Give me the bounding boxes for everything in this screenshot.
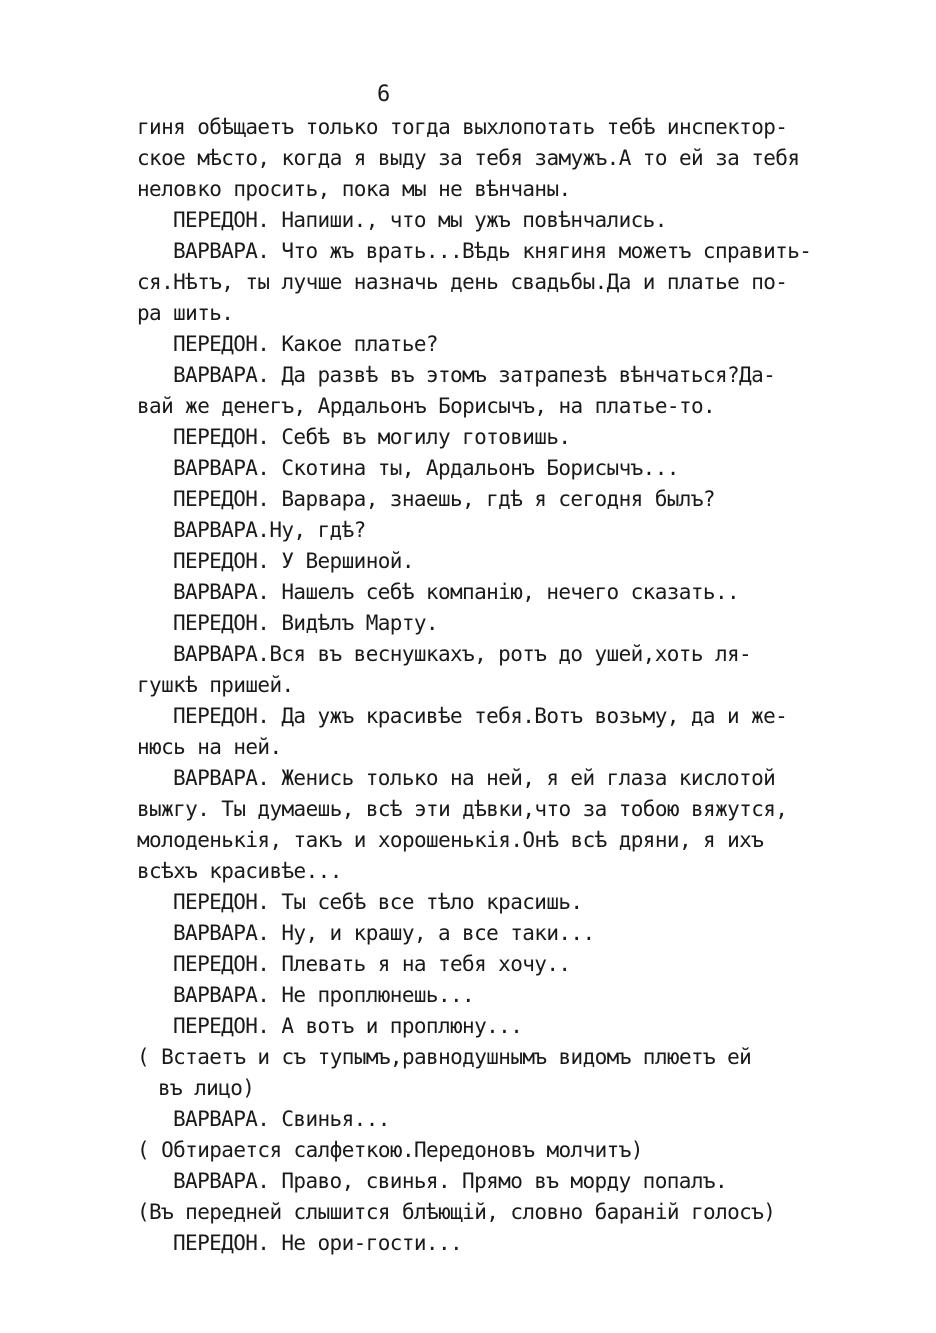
text-line: ПЕРЕДОН. У Вершиной. xyxy=(173,549,414,573)
text-line: ВАРВАРА. Женись только на ней, я ей глаза кислотой xyxy=(173,766,776,790)
stage-direction: ( Обтирается салфеткою.Передоновъ молчитъ) xyxy=(137,1138,643,1162)
text-line: ВАРВАРА.Ну, гдѣ? xyxy=(173,518,366,542)
text-line: ра шить. xyxy=(137,301,234,325)
text-line: ВАРВАРА.Вся въ веснушкахъ, ротъ до ушей,хоть ля- xyxy=(173,642,752,666)
text-line: ВАРВАРА. Что жъ врать...Вѣдь княгиня можетъ справить- xyxy=(173,239,812,263)
text-line: ся.Нѣтъ, ты лучше назначь день свадьбы.Да и платье по- xyxy=(137,270,788,294)
text-line: ВАРВАРА. Право, свинья. Прямо въ морду попалъ. xyxy=(173,1169,727,1193)
text-line: выжгу. Ты думаешь, всѣ эти дѣвки,что за тобою вяжутся, xyxy=(137,797,788,821)
stage-direction: въ лицо) xyxy=(158,1076,255,1100)
text-line: ПЕРЕДОН. А вотъ и проплюну... xyxy=(173,1014,523,1038)
text-line: ское мѣсто, когда я выду за тебя замужъ.А то ей за тебя xyxy=(137,146,800,170)
text-line: гиня обѣщаетъ только тогда выхлопотать тебѣ инспектор- xyxy=(137,115,788,139)
page-number: 6 xyxy=(377,82,391,107)
text-line: ПЕРЕДОН. Варвара, знаешь, гдѣ я сегодня былъ? xyxy=(173,487,715,511)
text-line: ВАРВАРА. Да развѣ въ этомъ затрапезѣ вѣнчаться?Да- xyxy=(173,363,776,387)
text-line: ВАРВАРА. Не проплюнешь... xyxy=(173,983,475,1007)
text-line: ПЕРЕДОН. Плевать я на тебя хочу.. xyxy=(173,952,571,976)
text-line: ПЕРЕДОН. Видѣлъ Марту. xyxy=(173,611,438,635)
text-line: ПЕРЕДОН. Ты себѣ все тѣло красишь. xyxy=(173,890,583,914)
stage-direction: (Въ передней слышится блѣющій, словно бараній голосъ) xyxy=(137,1200,776,1224)
text-line: всѣхъ красивѣе... xyxy=(137,859,342,883)
text-line: гушкѣ пришей. xyxy=(137,673,294,697)
text-line: ПЕРЕДОН. Да ужъ красивѣе тебя.Вотъ возьму, да и же- xyxy=(173,704,788,728)
text-line: неловко просить, пока мы не вѣнчаны. xyxy=(137,177,571,201)
text-line: вай же денегъ, Ардальонъ Борисычъ, на платье-то. xyxy=(137,394,716,418)
text-line: ПЕРЕДОН. Напиши., что мы ужъ повѣнчались. xyxy=(173,208,667,232)
text-line: ВАРВАРА. Свинья... xyxy=(173,1107,390,1131)
text-line: ПЕРЕДОН. Себѣ въ могилу готовишь. xyxy=(173,425,571,449)
text-line: ВАРВАРА. Ну, и крашу, а все таки... xyxy=(173,921,595,945)
text-line: молоденькія, такъ и хорошенькія.Онѣ всѣ дряни, я ихъ xyxy=(137,828,764,852)
text-line: ПЕРЕДОН. Какое платье? xyxy=(173,332,438,356)
stage-direction: ( Встаетъ и съ тупымъ,равнодушнымъ видомъ плюетъ ей xyxy=(137,1045,752,1069)
text-line: ВАРВАРА. Скотина ты, Ардальонъ Борисычъ... xyxy=(173,456,679,480)
text-line: нюсь на ней. xyxy=(137,735,282,759)
text-line: ВАРВАРА. Нашелъ себѣ компанію, нечего сказать.. xyxy=(173,580,740,604)
text-line: ПЕРЕДОН. Не ори-гости... xyxy=(173,1231,463,1255)
